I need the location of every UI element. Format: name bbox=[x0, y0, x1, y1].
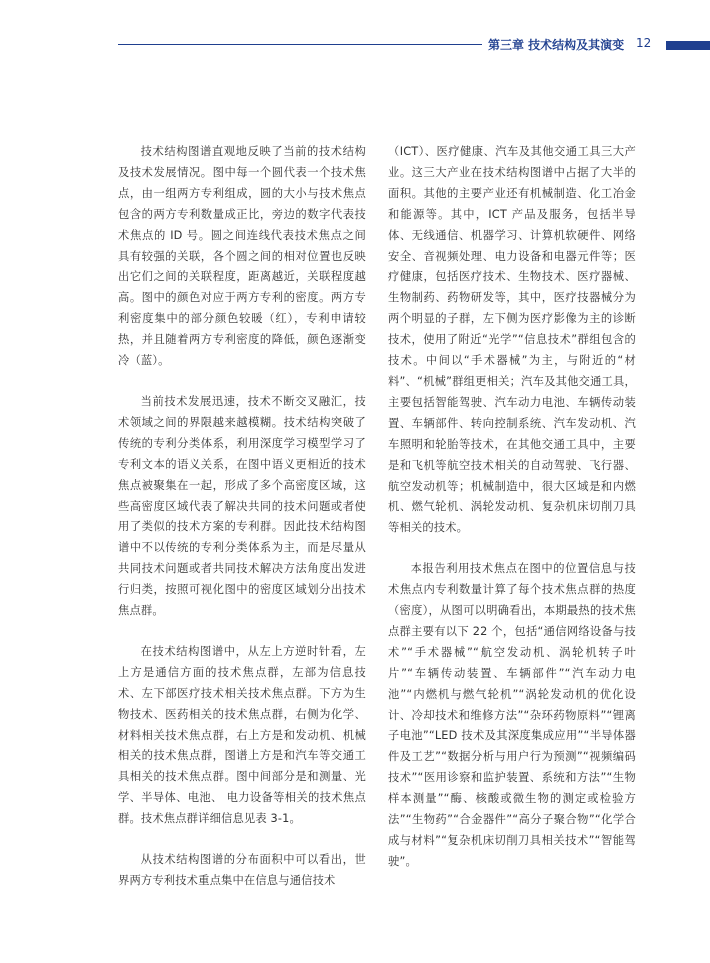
header-accent-bar bbox=[666, 41, 710, 50]
paragraph: 在技术结构图谱中，从左上方逆时针看，左上方是通信方面的技术焦点群，左部为信息技术、左下部医疗技术相关技术焦点群。下方为生物技术、医药相关的技术焦点群，右侧为化学、材料相关技术焦点群，右上方是和发动机、机械相关的技术焦点群，图谱上方是和汽车等交通工具相关的技术焦点群。图中间部分是和测量、光学、半导体、电池、 电力设备等相关的技术焦点群。技术焦点群详细信息见表 3-1。 bbox=[118, 644, 366, 826]
paragraph: 当前技术发展迅速，技术不断交叉融汇，技术领域之间的界限越来越模糊。技术结构突破了传统的专利分类体系，利用深度学习模型学习了专利文本的语义关系，在图中语义更相近的技术焦点被聚集在一起，形成了多个高密度区域，这些高密度区域代表了解决共同的技术问题或者使用了类似的技术方案的专利群。因此技术结构图谱中不以传统的专利分类体系为主，而是尽量从共同技术问题或者共同技术解决方法角度出发进行归类，按照可视化图中的密度区域划分出技术焦点群。 bbox=[118, 394, 366, 618]
left-column bbox=[118, 142, 366, 912]
paragraph: 本报告利用技术焦点在图中的位置信息与技术焦点内专利数量计算了每个技术焦点群的热度（密度），从图可以明确看出，本期最热的技术焦点群主要有以下 22 个，包括“通信网络设备与技术”“手术器械”“航空发动机、涡轮机转子叶片”“车辆传动装置、车辆部件”“汽车动力电池”“内燃机与燃气轮机”“涡轮发动机的优化设计、冷却技术和维修方法”“杂环药物原料”“锂离子电池”“LED 技术及其深度集成应用”“半导体器件及工艺”“数据分析与用户行为预测”“视频编码技术”“医用诊察和监护装置、系统和方法”“生物样本测量”“酶、核酸或微生物的测定或检验方法”“生物药”“合金器件”“高分子聚合物”“化学合成与材料”“复杂机床切削刀具相关技术”“智能驾驶”。 bbox=[388, 562, 636, 868]
right-column bbox=[388, 142, 636, 893]
paragraph: 从技术结构图谱的分布面积中可以看出，世界两方专利技术重点集中在信息与通信技术 bbox=[118, 853, 366, 887]
page-number: 12 bbox=[636, 36, 652, 50]
paragraph: （ICT）、医疗健康、汽车及其他交通工具三大产业。这三大产业在技术结构图谱中占据了大半的面积。其他的主要产业还有机械制造、化工冶金和能源等。其中，ICT 产品及服务，包括半导体、无线通信、机器学习、计算机软硬件、网络安全、音视频处理、电力设备和电器元件等；医疗健康，包括医疗技术、生物技术、医疗器械、生物制药、药物研发等，其中，医疗技器械分为两个明显的子群，左下侧为医疗影像为主的诊断技术，使用了附近“光学”“信息技术”群组包含的技术。中间以“手术器械”为主，与附近的“材料”、“机械”群组更相关；汽车及其他交通工具，主要包括智能驾驶、汽车动力电池、车辆传动装置、车辆部件、转向控制系统、汽车发动机、汽车照明和轮胎等技术，在其他交通工具中，主要是和飞机等航空技术相关的自动驾驶、飞行器、航空发动机等；机械制造中，很大区域是和内燃机、燃气轮机、涡轮发动机、复杂机床切削刀具等相关的技术。 bbox=[388, 145, 636, 535]
paragraph: 技术结构图谱直观地反映了当前的技术结构及技术发展情况。图中每一个圆代表一个技术焦点，由一组两方专利组成，圆的大小与技术焦点包含的两方专利数量成正比，旁边的数字代表技术焦点的 ID 号。圆之间连线代表技术焦点之间具有较强的关联，各个圆之间的相对位置也反映出它们之间的关联程度，距离越近，关联程度越高。图中的颜色对应于两方专利的密度。两方专利密度集中的部分颜色较暖（红），专利申请较热，并且随着两方专利密度的降低，颜色逐渐变冷（蓝）。 bbox=[118, 145, 366, 368]
header-rule bbox=[118, 44, 482, 45]
chapter-title: 第三章 技术结构及其演变 bbox=[488, 38, 625, 52]
